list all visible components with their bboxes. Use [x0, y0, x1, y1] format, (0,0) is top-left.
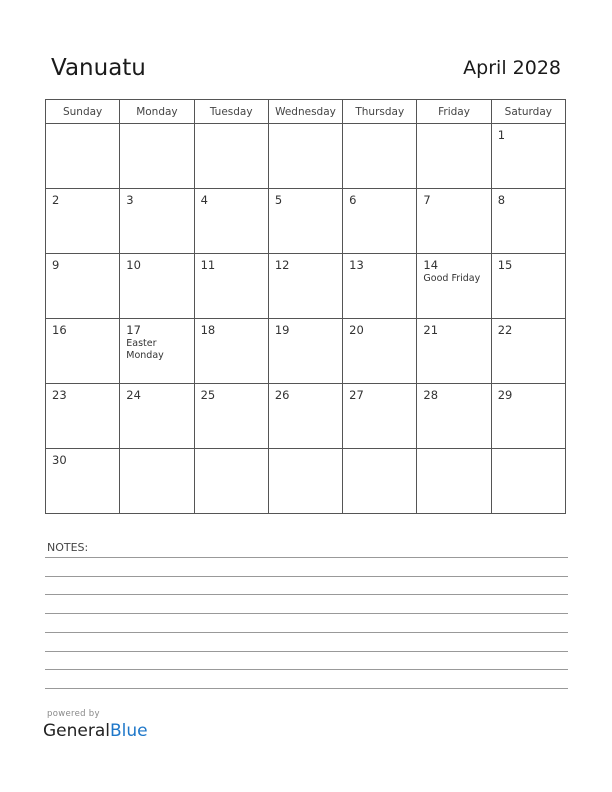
note-line	[45, 632, 568, 633]
day-cell	[491, 319, 565, 384]
month-title: April 2028	[463, 57, 561, 79]
day-cell	[46, 384, 120, 449]
day-number: 26	[274, 388, 290, 402]
day-cell	[120, 384, 194, 449]
day-cell	[194, 189, 268, 254]
day-number: 5	[274, 193, 283, 207]
day-cell	[343, 384, 417, 449]
day-number: 17	[126, 323, 141, 337]
day-cell	[417, 449, 491, 514]
day-cell	[417, 189, 491, 254]
holiday-label: Easter Monday	[126, 338, 164, 361]
week-row	[46, 189, 566, 254]
day-cell	[120, 319, 194, 384]
day-number: 16	[52, 323, 67, 337]
day-number: 7	[423, 193, 431, 207]
weekday-header-row	[46, 100, 566, 124]
day-cell	[120, 124, 194, 189]
day-cell	[491, 124, 565, 189]
day-number: 14	[423, 258, 439, 272]
day-number: 27	[349, 388, 364, 402]
day-number: 19	[274, 323, 290, 337]
day-cell	[46, 124, 120, 189]
day-number: 24	[126, 388, 141, 402]
day-cell	[417, 319, 491, 384]
day-number: 18	[200, 323, 216, 337]
day-number: 15	[497, 258, 513, 272]
note-line	[45, 613, 568, 614]
day-number: 23	[52, 388, 67, 402]
day-number: 30	[52, 453, 67, 467]
day-number: 12	[274, 258, 290, 272]
weekday-header: Tuesday	[194, 100, 268, 124]
day-cell	[120, 449, 194, 514]
day-number: 13	[349, 258, 364, 272]
day-cell	[491, 189, 565, 254]
day-cell	[268, 189, 342, 254]
country-title: Vanuatu	[51, 55, 146, 81]
day-number: 25	[200, 388, 216, 402]
week-row	[46, 124, 566, 189]
day-number: 29	[497, 388, 513, 402]
day-number: 10	[126, 258, 141, 272]
day-cell	[343, 124, 417, 189]
day-number: 9	[52, 258, 60, 272]
day-cell	[268, 124, 342, 189]
day-cell	[194, 384, 268, 449]
day-number: 8	[497, 193, 506, 207]
day-cell	[343, 189, 417, 254]
day-number: 6	[349, 193, 357, 207]
powered-by-text: powered by	[47, 709, 100, 719]
weekday-header: Friday	[417, 100, 491, 124]
weekday-header: Saturday	[491, 100, 565, 124]
day-cell	[417, 254, 491, 319]
day-cell	[268, 449, 342, 514]
generalblue-logo	[43, 721, 148, 741]
day-cell	[46, 254, 120, 319]
note-line	[45, 576, 568, 577]
brand-general-text: General	[43, 721, 110, 741]
day-cell	[194, 319, 268, 384]
day-cell	[417, 384, 491, 449]
day-number: 21	[423, 323, 439, 337]
note-line	[45, 651, 568, 652]
weekday-header: Sunday	[46, 100, 120, 124]
note-line	[45, 557, 568, 558]
day-number: 20	[349, 323, 364, 337]
note-line	[45, 594, 568, 595]
day-cell	[194, 124, 268, 189]
day-cell	[46, 449, 120, 514]
calendar-grid	[45, 99, 566, 514]
day-cell	[268, 384, 342, 449]
week-row	[46, 449, 566, 514]
day-cell	[491, 254, 565, 319]
holiday-label: Good Friday	[423, 273, 481, 284]
day-cell	[343, 319, 417, 384]
week-row	[46, 254, 566, 319]
day-number: 2	[52, 193, 60, 207]
day-cell	[268, 319, 342, 384]
week-row	[46, 384, 566, 449]
day-number: 22	[497, 323, 513, 337]
day-number: 28	[423, 388, 439, 402]
brand-blue-text: Blue	[110, 721, 148, 741]
week-row	[46, 319, 566, 384]
day-cell	[120, 254, 194, 319]
note-line	[45, 669, 568, 670]
weekday-header: Thursday	[343, 100, 417, 124]
weekday-header: Wednesday	[268, 100, 342, 124]
day-number: 3	[126, 193, 134, 207]
day-cell	[343, 449, 417, 514]
day-cell	[46, 319, 120, 384]
day-cell	[491, 449, 565, 514]
day-number: 4	[200, 193, 208, 207]
day-cell	[268, 254, 342, 319]
day-cell	[343, 254, 417, 319]
weekday-header: Monday	[120, 100, 194, 124]
day-cell	[491, 384, 565, 449]
day-cell	[194, 254, 268, 319]
day-cell	[46, 189, 120, 254]
notes-label: NOTES:	[47, 541, 89, 554]
day-cell	[194, 449, 268, 514]
day-number: 11	[200, 258, 216, 272]
day-number: 1	[497, 128, 506, 142]
day-cell	[120, 189, 194, 254]
day-cell	[417, 124, 491, 189]
note-line	[45, 688, 568, 689]
